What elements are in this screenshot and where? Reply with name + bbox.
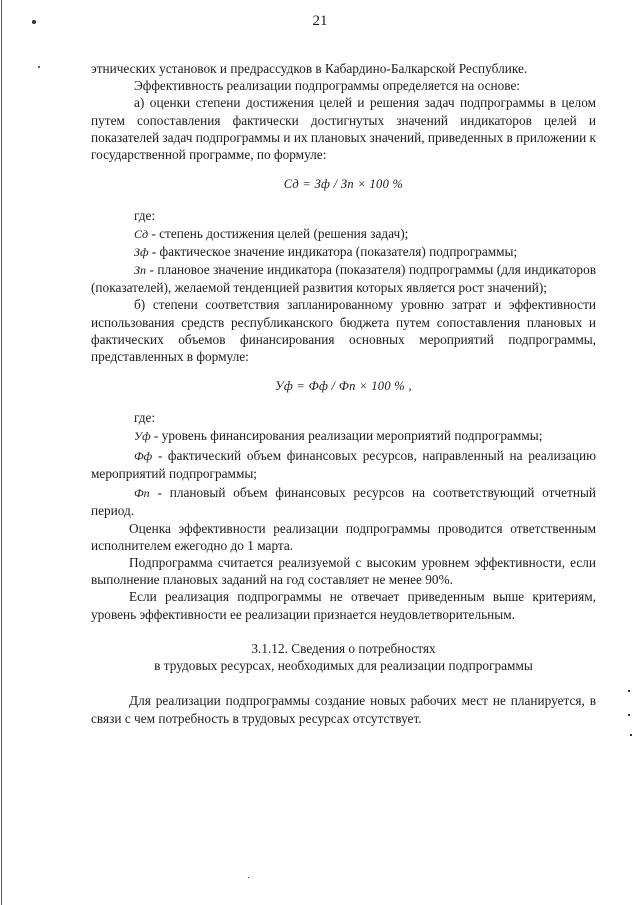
definition-text: - плановое значение индикатора (показателя) подпрограммы (для индикаторов (показателей), желаемой тенденцией развития которых является рост значений); [91, 262, 596, 296]
page-number: 21 [312, 13, 328, 29]
definition [91, 225, 596, 243]
section-subtitle: в трудовых ресурсах, необходимых для реализации подпрограммы [154, 658, 533, 674]
definition-text: - плановый объем финансовых ресурсов на соответствующий отчетный период. [91, 485, 596, 519]
definition [91, 427, 596, 445]
definition [91, 447, 596, 482]
left-margin-line [1, 0, 2, 905]
paragraph: Для реализации подпрограммы создание новых рабочих мест не планируется, в связи с чем потребность в трудовых ресурсах отсутствует. [91, 693, 596, 726]
definition-text: - степень достижения целей (решения задач); [148, 225, 409, 241]
formula-financing: Уф = Фф / Фп × 100 % , [275, 379, 412, 394]
scan-speck [248, 877, 249, 878]
formula-symbol: Фп [134, 486, 150, 501]
where-label: где: [134, 410, 156, 426]
definition [91, 484, 596, 519]
section-title: 3.1.12. Сведения о потребностях [251, 640, 436, 656]
formula-symbol: Сд [134, 226, 149, 241]
definition-text: - уровень финансирования реализации мероприятий подпрограммы; [150, 427, 543, 443]
scan-speck [628, 714, 630, 716]
paragraph: Оценка эффективности реализации подпрограммы проводится ответственным исполнителем ежегодно до 1 марта. [91, 520, 596, 553]
scan-speck [630, 734, 632, 736]
formula-symbol: Зф [134, 244, 149, 259]
formula-symbol: Зп [134, 263, 146, 278]
formula-symbol: Уф [134, 428, 151, 443]
paragraph: этнических установок и предрассудков в Кабардино-Балкарской Республике. [91, 61, 528, 76]
definition-text: - фактический объем финансовых ресурсов, направленный на реализацию мероприятий подпрограммы; [91, 447, 596, 482]
scan-speck [628, 690, 630, 692]
paragraph: б) степени соответствия запланированному уровню затрат и эффективности использования средств республиканского бюджета путем сопоставления плановых и фактических объемов финансирования основных мероприятий подпрограммы, представленных в формуле: [91, 297, 596, 365]
bullet-mark [38, 66, 40, 68]
formula-symbol: Фф [134, 448, 153, 463]
document-body [91, 60, 596, 727]
paragraph: Эффективность реализации подпрограммы определяется на основе: [134, 78, 521, 94]
where-label: где: [134, 208, 156, 224]
paragraph: Подпрограмма считается реализуемой с высоким уровнем эффективности, если выполнение плановых заданий на год составляет не менее 90%. [91, 555, 596, 588]
paragraph: а) оценки степени достижения целей и решения задач подпрограммы в целом путем сопоставления фактически достигнутых значений индикаторов целей и показателей задач подпрограммы и их плановых значений, приведенных в приложении к государственной программе, по формуле: [91, 95, 596, 163]
formula-achievement: Сд = Зф / Зп × 100 % [283, 177, 404, 192]
definition [91, 261, 596, 296]
definition-text: - фактическое значение индикатора (показателя) подпрограммы; [148, 243, 518, 259]
paragraph: Если реализация подпрограммы не отвечает приведенным выше критериям, уровень эффективности ее реализации признается неудовлетворительным. [91, 589, 596, 622]
definition [91, 243, 596, 261]
